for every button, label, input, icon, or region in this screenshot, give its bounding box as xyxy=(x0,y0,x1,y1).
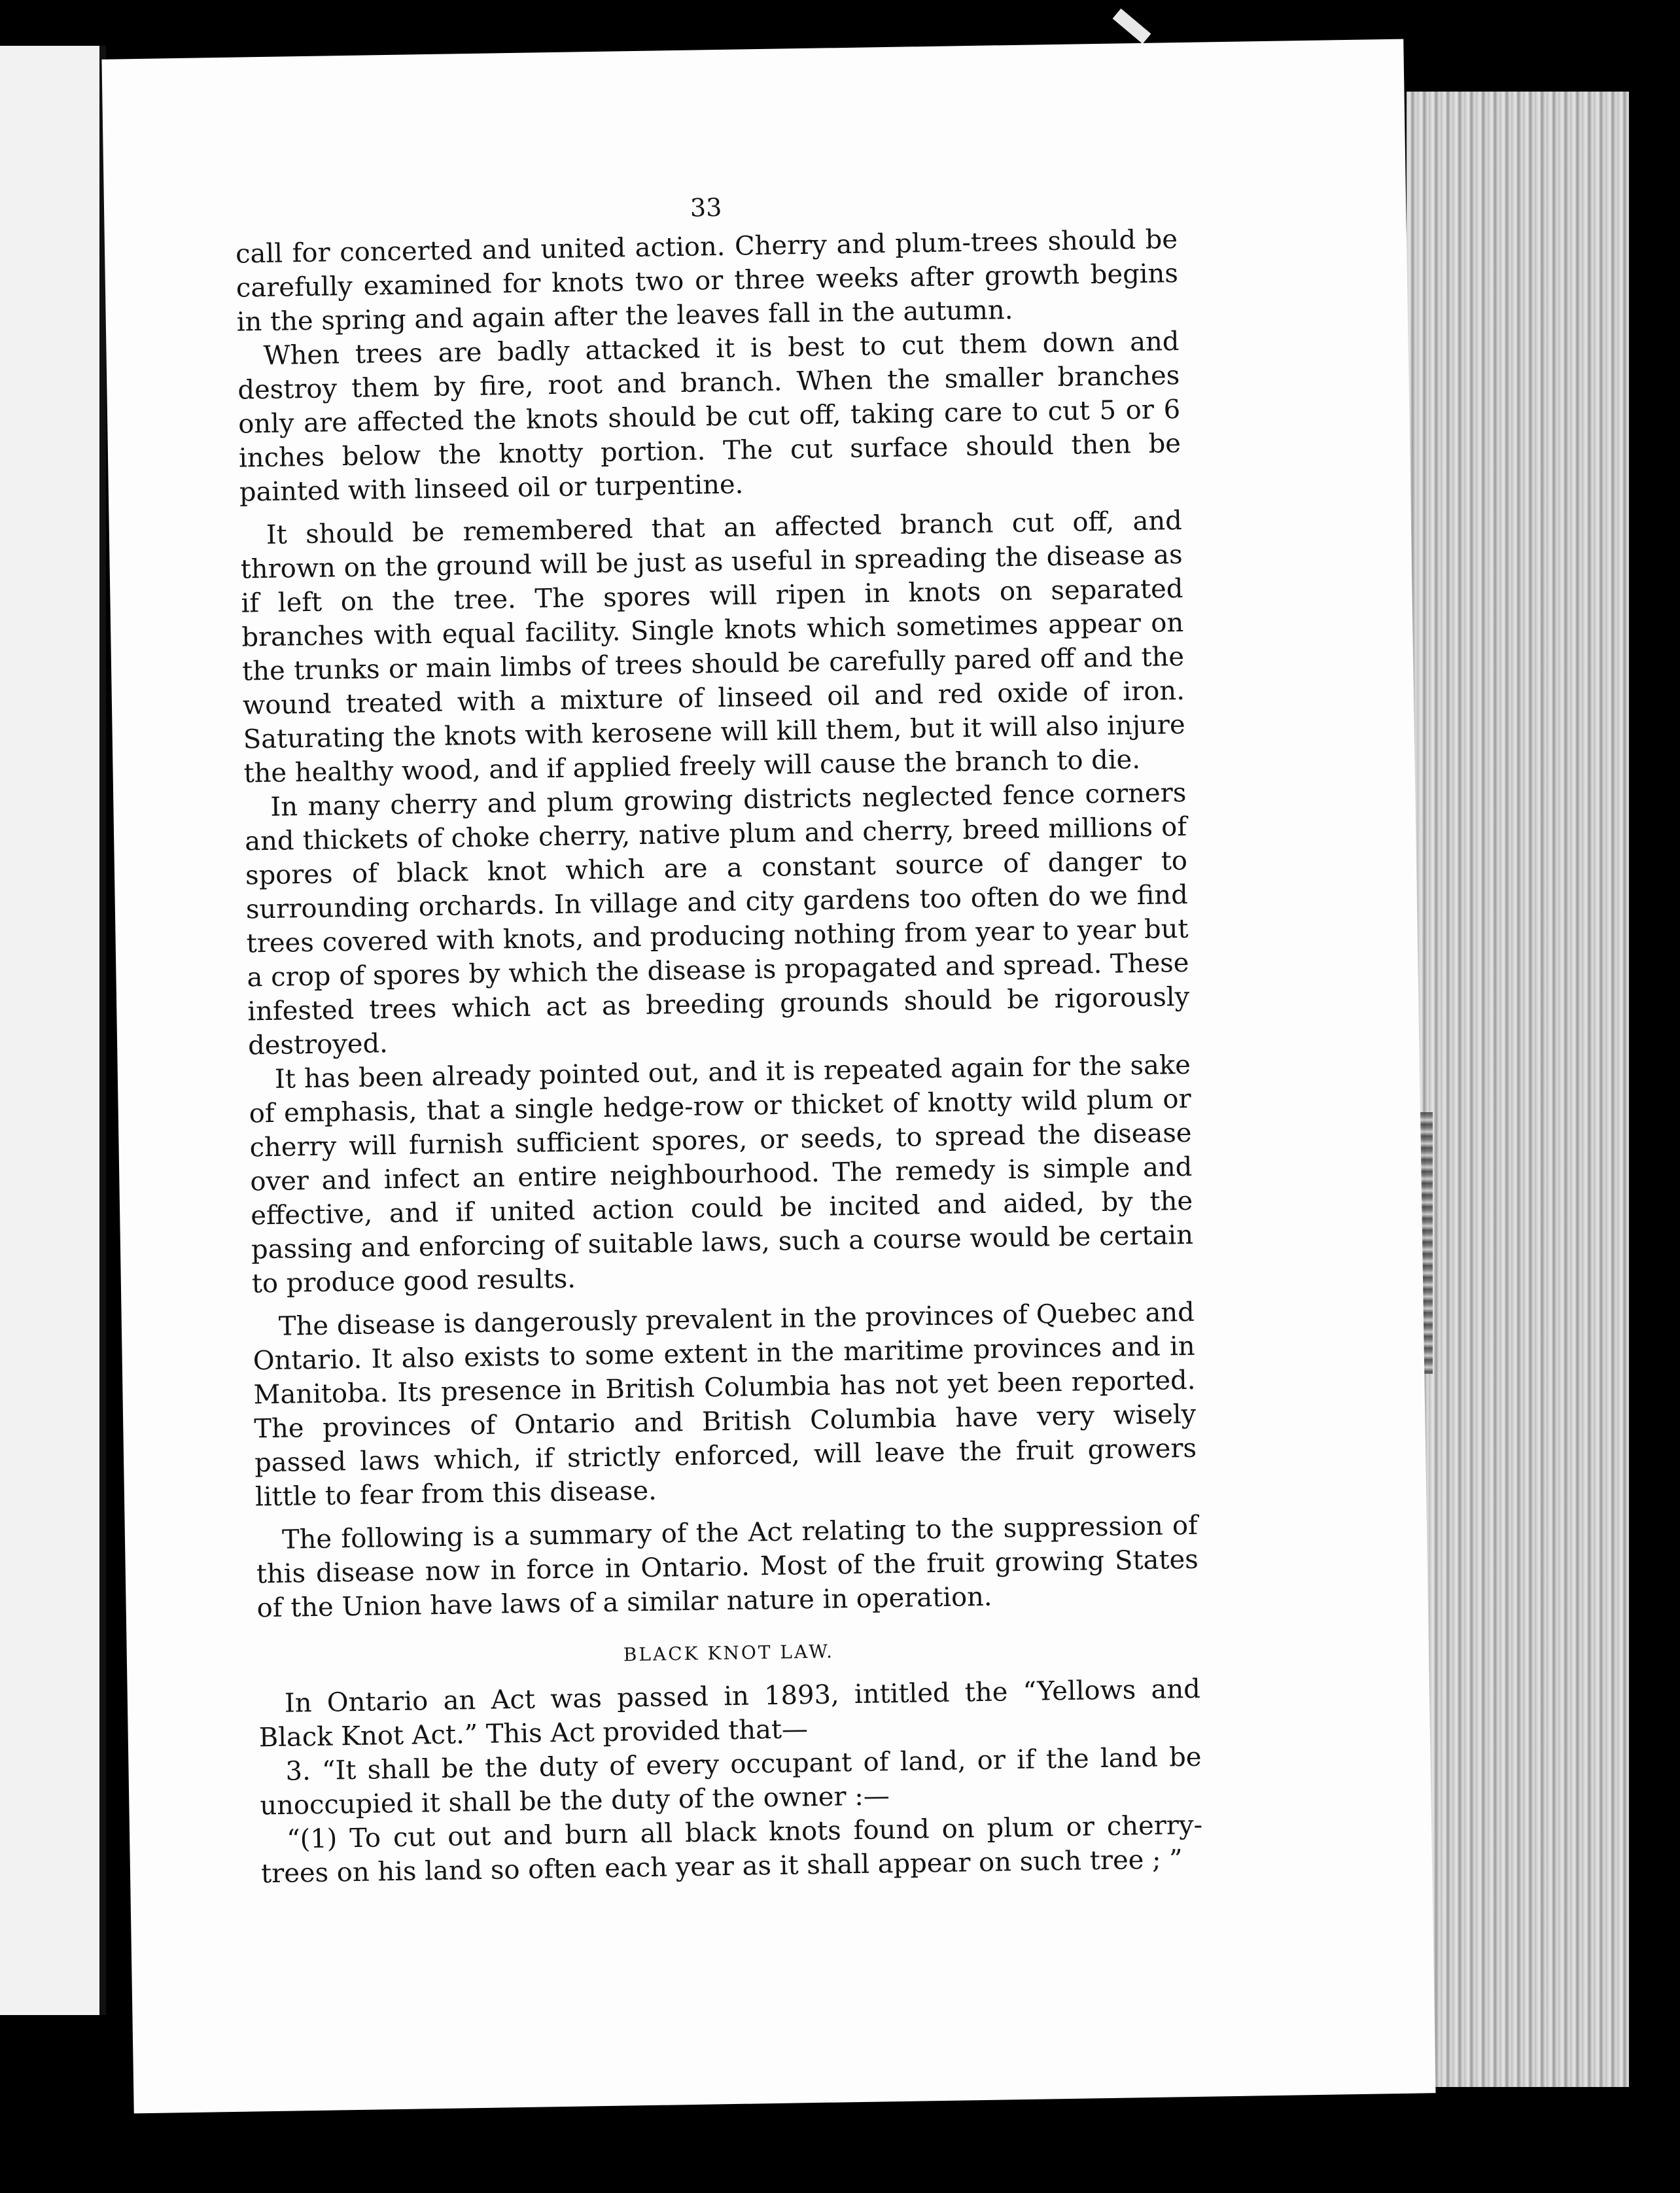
book-page xyxy=(101,39,1435,2114)
law-paragraph: “(1) To cut out and burn all black knots found on plum or cherry-trees on his land so often each year as it shall appear on such tree ; ” xyxy=(260,1810,1203,1889)
paragraph: It should be remembered that an affected branch cut off, and thrown on the ground will be just as useful in spreading the disease as if left on the tree. The spores will ripen in knots on separated branches with equal facility. Single knots which sometimes appear on the trunks or main limbs of trees should be carefully pared off and the wound treated with a mixture of linseed oil and red oxide of iron. Saturating the knots with kerosene will kill them, but it will also injure the healthy wood, and if applied freely will cause the branch to die. xyxy=(240,505,1186,789)
page-number: 33 xyxy=(690,192,722,222)
paragraph: It has been already pointed out, and it is repeated again for the sake of emphasis, that a single hedge-row or thicket of knotty wild plum or cherry will furnish sufficient spores, or seeds, to spread the disease over and infect an entire neighbourhood. The remedy is simple and effective, and if united action could be incited and aided, by the passing and enforcing of suitable laws, such a course would be certain to produce good results. xyxy=(249,1049,1194,1299)
paragraph: In many cherry and plum growing districts neglected fence corners and thickets of choke cherry, native plum and cherry, breed millions of spores of black knot which are a constant source of danger to surrounding orchards. In village and city gardens too often do we find trees covered with knots, and producing nothing from year to year but a crop of spores by which the disease is propagated and spread. These infested trees which act as breeding grounds should be rigorously destroyed. xyxy=(244,777,1190,1061)
paragraph: The disease is dangerously prevalent in the provinces of Quebec and Ontario. It also exists to some extent in the maritime provinces and in Manitoba. Its presence in British Columbia has not yet been reported. The provinces of Ontario and British Columbia have very wisely passed laws which, if strictly enforced, will leave the fruit growers little to fear from this disease. xyxy=(253,1297,1197,1513)
page-text xyxy=(235,183,1203,1891)
law-paragraph: 3. “It shall be the duty of every occupant of land, or if the land be unoccupied it shall be the duty of the owner :— xyxy=(260,1742,1202,1821)
paragraph: The following is a summary of the Act relating to the suppression of this disease now in force in Ontario. Most of the fruit growing States of the Union have laws of a similar nature in operation. xyxy=(256,1510,1199,1624)
section-heading: BLACK KNOT LAW. xyxy=(623,1640,835,1666)
paragraph: When trees are badly attacked it is best to cut them down and destroy them by fire, root and branch. When the smaller branches only are affected the knots should be cut off, taking care to cut 5 or 6 inches below the knotty portion. The cut surface should then be painted with linseed oil or turpentine. xyxy=(237,326,1181,508)
book-page-edges xyxy=(1407,92,1629,2087)
left-page-edge xyxy=(0,46,106,2015)
scan-artifact xyxy=(1113,9,1151,44)
paragraph: call for concerted and united action. Cherry and plum-trees should be carefully examined for knots two or three weeks after growth begins in the spring and again after the leaves fall in the autumn. xyxy=(235,224,1179,338)
law-paragraph: In Ontario an Act was passed in 1893, intitled the “Yellows and Black Knot Act.” This Act provided that— xyxy=(258,1674,1201,1753)
